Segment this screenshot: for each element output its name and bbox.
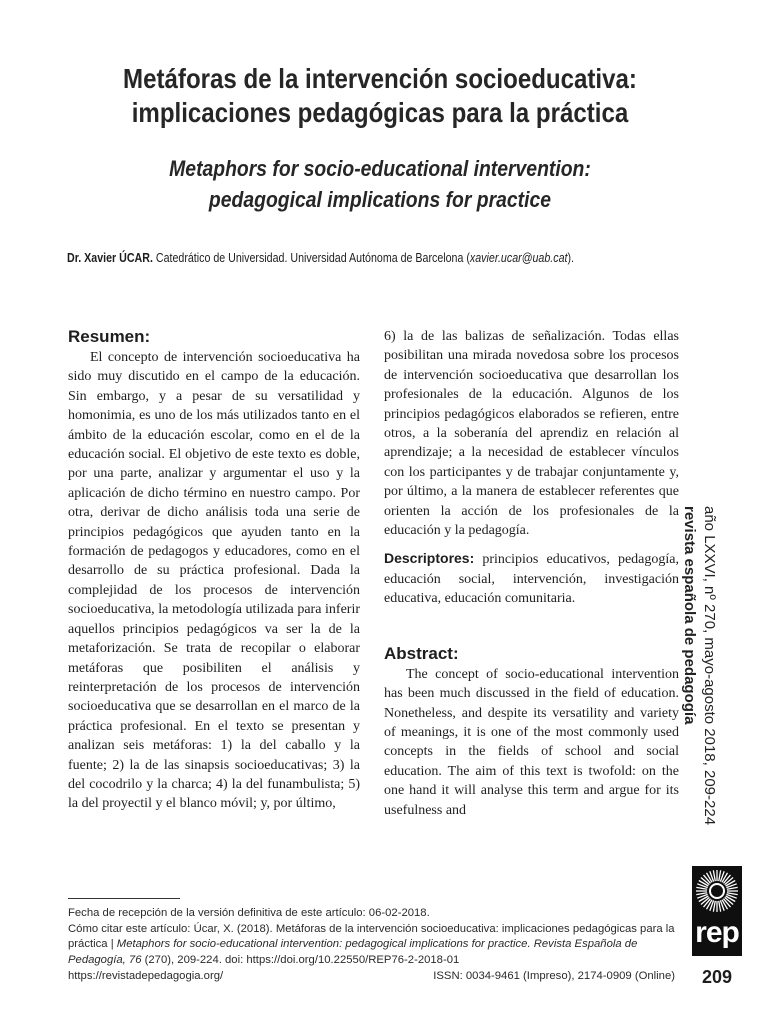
title-spanish-line2: implicaciones pedagógicas para la práctica — [131, 97, 629, 128]
footnote-divider — [68, 898, 180, 899]
citation-prefix: Cómo citar este artículo: Úcar, X. (2018). Metáforas de la intervención socioeducativa: implicaciones pedagógicas para la práctica | — [68, 922, 675, 951]
title-spanish-line1: Metáforas de la intervención socioeducativa: — [123, 63, 637, 94]
citation — [68, 922, 675, 969]
logo-ray — [713, 901, 715, 912]
title-english-line1: Metaphors for socio-educational intervention: — [169, 156, 591, 181]
footnotes — [68, 906, 675, 985]
descriptores-text: principios educativos, pedagogía, educación social, intervención, investigación educativa, educación comunitaria. — [384, 552, 679, 607]
abstract-section — [384, 643, 679, 820]
logo-ray — [696, 887, 707, 889]
author-closing: ). — [567, 250, 574, 265]
resumen-text: El concepto de intervención socioeducativa ha sido muy discutido en el campo de la educación. Sin embargo, y a pesar de su versatilidad y homonimia, es uno de los más utilizados tanto en el ámbito de la educación escolar, como en el de la educación social. El objetivo de este texto es doble, por una parte, analizar y argumentar el uso y la aplicación de dicho término en nuestro campo. Por otra, derivar de dicho análisis toda una serie de principios pedagógicos que ayuden tanto en la formación de pedagogos y educadores, como en el desarrollo de su práctica profesional. Dada la complejidad de los procesos de intervención socioeducativa, la metodología utilizada para inferir aquellos principios pedagógicos va ser la de la metaforización. Se trata de recopilar o elaborar metáforas que posibiliten el análisis y reinterpretación de los procesos de intervención socioeducativa que se desarrollan en el marco de la práctica profesional. En el texto se presentan y analizan seis metáforas: 1) la del caballo y la fuente; 2) la de las sinapsis socioeducativas; 3) la del cocodrilo y la charca; 4) la del funambulista; 5) la del proyectil y el blanco móvil; y, por último, — [68, 350, 360, 812]
logo-ray — [727, 893, 738, 895]
left-column — [68, 326, 360, 814]
title-english — [98, 153, 661, 215]
journal-sidebar — [679, 506, 719, 825]
author-email[interactable]: xavier.ucar@uab.cat — [469, 250, 568, 265]
author-affiliation: Catedrático de Universidad. Universidad Autónoma de Barcelona ( — [152, 250, 470, 265]
title-english-line2: pedagogical implications for practice — [208, 187, 552, 212]
logo-ray — [727, 887, 738, 889]
received-date: Fecha de recepción de la versión definitiva de este artículo: 06-02-2018. — [68, 907, 430, 919]
descriptores — [384, 549, 679, 608]
citation-suffix: (270), 209-224. doi: — [141, 954, 247, 967]
descriptores-label: Descriptores: — [384, 550, 475, 567]
journal-url[interactable]: https://revistadepedagogia.org/ — [68, 969, 224, 982]
logo-ray — [719, 870, 721, 881]
resumen-heading: Resumen: — [68, 327, 151, 346]
resumen-continuation: 6) la de las balizas de señalización. Todas ellas posibilitan una mirada novedosa sobre los procesos de intervención socioeducativa que desarrollan los profesionales de la educación. Algunos de los principios pedagógicos elaborados se refieren, entre otros, a la soberanía del aprendiz en relación al aprendizaje; a la necesidad de establecer vínculos con los participantes y de trabajar conjuntamente y, por último, a la manera de establecer referentes que orienten la acción de los profesionales de la educación y la pedagogía. — [384, 329, 679, 539]
author-line — [67, 249, 592, 267]
page-number: 209 — [701, 967, 733, 987]
footnote-bottom-row — [68, 969, 675, 985]
issn: ISSN: 0034-9461 (Impreso), 2174-0909 (Online) — [433, 969, 675, 982]
doi-link[interactable]: https://doi.org/10.22550/REP76-2-2018-01 — [246, 954, 460, 967]
citation-italic: Metaphors for socio-educational intervention: pedagogical implications for practice. Revista Española de Pedagogía, 76 — [68, 938, 638, 967]
logo-ray — [713, 870, 715, 881]
journal-logo — [692, 866, 742, 956]
title-spanish — [105, 62, 655, 130]
abstract-heading: Abstract: — [384, 643, 459, 663]
right-column — [384, 327, 679, 820]
author-name: Dr. Xavier ÚCAR. — [67, 250, 153, 265]
logo-text: rep — [695, 916, 739, 949]
sidebar-journal-name: revista española de pedagogía — [681, 506, 698, 725]
logo-ray — [719, 901, 721, 912]
sunburst-icon — [692, 866, 742, 916]
abstract-text: The concept of socio-educational intervention has been much discussed in the field of education. Nonetheless, and despite its versatility and variety of meanings, it is one of the most commonly used concepts in the fields of school and social education. The aim of this text is twofold: on the one hand it will analyse this term and argue for its usefulness and — [384, 666, 679, 818]
sidebar-issue: año LXXVI, nº 270, mayo-agosto 2018, 209-224 — [701, 506, 718, 826]
logo-ray — [696, 893, 707, 895]
